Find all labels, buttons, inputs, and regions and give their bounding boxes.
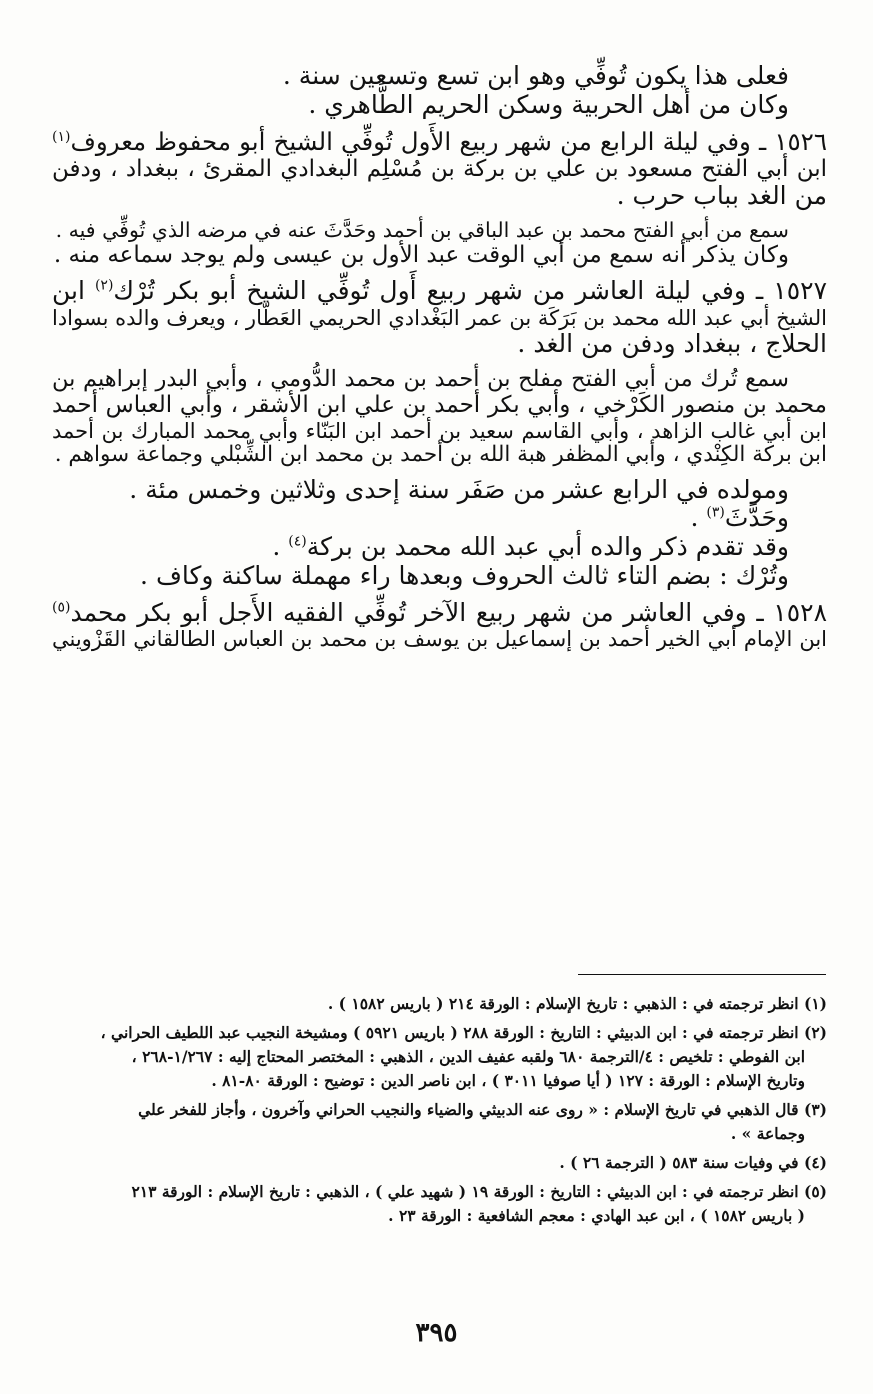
footnote-marker: (٣) (706, 505, 725, 522)
line-end: . (690, 503, 699, 533)
text-line: من الغد بباب حرب . (616, 181, 827, 211)
line-text: وحَدَّثَ (724, 503, 789, 533)
text-line: وكان يذكر أنه سمع من أبي الوقت عبد الأول بن عيسى ولم يوجد سماعه منه . (53, 242, 789, 269)
footnote-marker: (٢) (94, 277, 114, 294)
line-end: . (272, 532, 281, 562)
footnote-marker: (٥) (52, 599, 71, 616)
footnote-text: انظر ترجمته في : ابن الدبيثي : التاريخ : الورقة ١٩ ( شهيد علي ) ، الذهبي : تاريخ الإسلام : الورقة ٢١٣ (131, 1182, 799, 1202)
birth-line: ومولده في الرابع عشر من صَفَر سنة إحدى وثلاثين وخمس مئة . (129, 474, 789, 504)
text-line: ابن الإمام أبي الخير أحمد بن إسماعيل بن يوسف بن محمد بن العباس الطالقاني القَزْويني (52, 627, 827, 652)
haddath-line (52, 504, 827, 533)
footnote-divider (578, 974, 826, 975)
text-line: الحلاج ، ببغداد ودفن من الغد . (517, 328, 827, 358)
text-line: الشيخ أبي عبد الله محمد بن بَرَكَة بن عمر البَغْدادي الحريمي العَطّار ، ويعرف والده بسوادا (52, 305, 827, 330)
text-line: ابن أبي الفتح مسعود بن علي بن بركة بن مُسْلِم البغدادي المقرئ ، ببغداد ، ودفن (52, 155, 827, 182)
footnote-2 (52, 1021, 827, 1093)
footnote-3 (52, 1098, 827, 1146)
text-line: ابن بركة الكِنْدي ، وأبي المظفر هبة الله بن أحمد بن محمد ابن الشِّبْلي وجماعة سواهم . (54, 441, 827, 467)
entry-text: ابن (52, 275, 85, 305)
main-text (52, 62, 827, 652)
father-line (52, 533, 827, 562)
footnote-marker: (١) (52, 128, 71, 145)
footnote-text: ( باريس ١٥٨٢ ) ، ابن عبد الهادي : معجم الشافعية : الورقة ٢٣ . (388, 1206, 805, 1226)
footnote-text: وجماعة » . (730, 1124, 805, 1144)
footnote-5 (52, 1180, 827, 1228)
text-line: فعلى هذا يكون تُوفِّي وهو ابن تسع وتسعين سنة . (282, 61, 789, 90)
footnote-number: (١) (803, 994, 827, 1013)
footnote-text: انظر ترجمته في : ابن الدبيثي : التاريخ : الورقة ٢٨٨ ( باريس ٥٩٢١ ) ومشيخة النجيب عبد اللطيف الحراني ، (100, 1023, 799, 1043)
footnote-text: ابن الفوطي : تلخيص : ٤/الترجمة ٦٨٠ ولقبه عفيف الدين ، الذهبي : المختصر المحتاج إليه : ١/٢٦٧-٢٦٨ ، (131, 1047, 805, 1067)
text-line: سمع تُرك من أبي الفتح مفلح بن أحمد بن محمد الدُّومي ، وأبي البدر إبراهيم بن (52, 365, 789, 392)
text-line: محمد بن منصور الكَرْخي ، وأبي بكر أحمد بن علي ابن الأشقر ، وأبي العباس أحمد (52, 392, 827, 419)
entry-1527-heading (52, 277, 827, 306)
footnote-4 (52, 1151, 827, 1175)
line-text: وقد تقدم ذكر والده أبي عبد الله محمد بن بركة (306, 532, 789, 562)
turk-line: وتُرْك : بضم التاء ثالث الحروف وبعدها راء مهملة ساكنة وكاف . (140, 560, 789, 590)
entry-text: ١٥٢٨ ـ وفي العاشر من شهر ربيع الآخر تُوفِّي الفقيه الأَجل أبو بكر محمد (70, 597, 827, 627)
footnote-number: (٥) (803, 1182, 827, 1202)
footnote-text: انظر ترجمته في : الذهبي : تاريخ الإسلام : الورقة ٢١٤ ( باريس ١٥٨٢ ) . (327, 994, 799, 1013)
entry-text: ١٥٢٧ ـ وفي ليلة العاشر من شهر ربيع أَول تُوفِّي الشيخ أبو بكر تُرْك (113, 275, 827, 305)
text-line: ابن أبي غالب الزاهد ، وأبي القاسم سعيد بن أحمد ابن البَنّاء وأبي محمد المبارك بن أحمد (52, 418, 827, 443)
text-line: سمع من أبي الفتح محمد بن عبد الباقي بن أحمد وحَدَّثَ عنه في مرضه الذي تُوفِّي فيه . (55, 217, 789, 242)
footnote-marker: (٤) (288, 533, 307, 550)
entry-1526-heading (52, 128, 827, 156)
page-number: ٣٩٥ (415, 1318, 458, 1348)
text-line: وكان من أهل الحربية وسكن الحريم الطَّاهري . (308, 89, 789, 119)
footnote-number: (٤) (803, 1153, 827, 1173)
footnotes (52, 992, 827, 1233)
footnote-text: قال الذهبي في تاريخ الإسلام : « روى عنه الدبيثي والضياء والنجيب الحراني وآخرون ، وأجاز للفخر علي (138, 1100, 799, 1120)
entry-1528-heading (52, 599, 827, 628)
footnote-1 (52, 992, 827, 1016)
footnote-number: (٣) (803, 1100, 827, 1120)
footnote-text: وتاريخ الإسلام : الورقة : ١٢٧ ( أيا صوفيا ٣٠١١ ) ، ابن ناصر الدين : توضيح : الورقة ٨٠-٨١ . (211, 1071, 805, 1091)
footnote-text: في وفيات سنة ٥٨٣ ( الترجمة ٢٦ ) . (559, 1153, 799, 1173)
entry-text: ١٥٢٦ ـ وفي ليلة الرابع من شهر ربيع الأَول تُوفِّي الشيخ أبو محفوظ معروف (70, 126, 827, 156)
footnote-number: (٢) (803, 1023, 827, 1043)
